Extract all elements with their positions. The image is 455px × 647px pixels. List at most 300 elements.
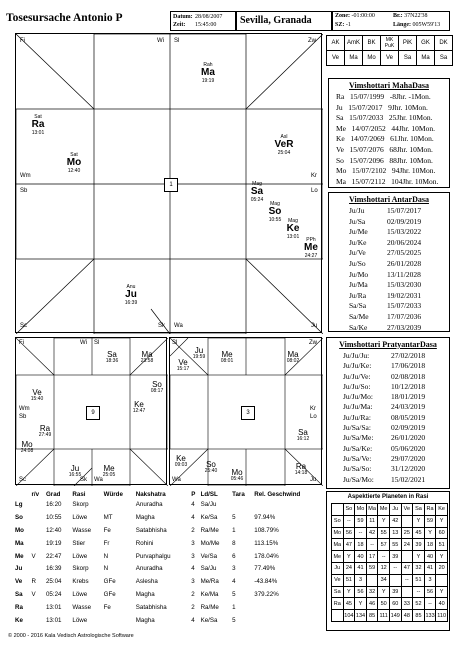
aspect-box <box>326 491 450 631</box>
pratyantar-date: 24/03/2019 <box>391 402 426 412</box>
aspect-cell <box>366 574 378 586</box>
planet-table-header: Grad <box>45 491 61 498</box>
antardasa-date: 20/06/2024 <box>387 237 422 247</box>
planet-ver: Asl VeR 25:04 <box>274 134 294 156</box>
planet-table-cell <box>103 498 135 511</box>
aspect-cell: Ma <box>332 539 344 551</box>
planet-table-cell: 5 <box>232 616 236 624</box>
antardasa-period: Ju/Ve <box>349 248 366 258</box>
zone-value: -01:00:00 <box>351 13 375 19</box>
btn-bk[interactable]: BK <box>363 36 381 51</box>
aspect-cell: 45 <box>343 598 355 610</box>
planet-table-header: P <box>191 491 196 498</box>
aspect-cell: Y <box>378 515 390 527</box>
sc1-ra: Ra 27:49 <box>38 424 52 438</box>
planet-table-cell: Mo/Me <box>200 539 220 547</box>
aspect-row <box>332 539 448 551</box>
planet-table-cell: 2 <box>191 604 195 612</box>
planet-table-cell: V <box>31 591 36 599</box>
planet-table-cell: 10:55 <box>45 513 62 521</box>
antardasa-period: Ju/So <box>349 258 366 268</box>
sign-sc: Sc <box>20 323 28 329</box>
planet-table-row <box>14 588 326 601</box>
aspect-cell: 52 <box>413 598 425 610</box>
planet-table-cell: 3 <box>232 565 236 573</box>
sign-fi: Fi <box>20 38 25 44</box>
aspect-cell: -- <box>378 551 390 563</box>
aspect-cell: 149 <box>389 610 401 622</box>
aspect-cell: 42 <box>366 527 378 539</box>
aspect-cell: 24 <box>343 562 355 574</box>
sc2-wa: Wa <box>172 477 181 483</box>
sc1-me: Me 25:05 <box>102 464 116 478</box>
planet-ra: Sat Ra 13:01 <box>31 114 45 136</box>
aspect-cell: 56 <box>355 586 367 598</box>
aspect-cell: 85 <box>366 610 378 622</box>
aspect-cell: 39 <box>389 551 401 563</box>
planet-table-cell: 4 <box>191 513 195 521</box>
aspect-cell: 41 <box>424 562 436 574</box>
aspect-cell: 40 <box>424 551 436 563</box>
planet-table-cell: N <box>103 565 109 573</box>
karaka-3: Mo <box>363 51 381 66</box>
planet-table-cell: Ke/Ma <box>200 591 219 599</box>
mahadasa-row: Ke 14/07/2069 61Jhr. 10Mon. <box>336 134 434 144</box>
planet-table-cell: 379.22% <box>254 591 279 599</box>
aspect-cell: 60 <box>436 527 448 539</box>
planet-table-cell: 113.15% <box>254 539 279 547</box>
planet-table-cell: 22:47 <box>45 552 62 560</box>
planet-table-header: Rel. Geschwind <box>254 491 301 498</box>
sc1-sb: Sb <box>19 414 27 420</box>
aspect-cell: 59 <box>424 515 436 527</box>
antardasa-date: 27/03/2039 <box>387 322 422 332</box>
aspect-cell: 57 <box>378 539 390 551</box>
planet-table-cell: Löwe <box>72 591 88 599</box>
antardasa-row <box>349 301 449 312</box>
datum-value: 28/08/2007 <box>195 14 223 20</box>
planet-table-header: r/v <box>31 491 40 498</box>
aspect-cell: 51 <box>413 574 425 586</box>
planet-table-cell: 05:24 <box>45 591 62 599</box>
planet-table-cell: Ma <box>15 539 24 547</box>
pratyantar-period: Ju/Sa/Ke: <box>343 443 373 453</box>
mahadasa-row: Ma 15/07/2112 104Jhr. 10Mon. <box>336 176 439 186</box>
aspect-cell: 3 <box>424 574 436 586</box>
aspect-cell: Y <box>413 551 425 563</box>
antardasa-date: 15/07/2017 <box>387 206 422 215</box>
planet-table-cell: -43.84% <box>254 578 278 586</box>
pratyantar-row <box>343 392 449 402</box>
pratyantar-row <box>343 423 449 433</box>
planet-table-cell <box>31 524 45 537</box>
aspect-cell: Ju <box>332 562 344 574</box>
planet-table-cell <box>31 498 45 511</box>
sc1-mo: Mo 24:08 <box>20 440 34 454</box>
planet-table-cell: 77.49% <box>254 565 276 573</box>
aspect-title: Aspektierte Planeten in Rasi <box>347 494 429 500</box>
aspect-header: So <box>343 504 355 516</box>
planet-table-cell: Löwe <box>72 616 88 624</box>
btn-gk[interactable]: GK <box>417 36 435 51</box>
planet-table-cell: 2 <box>191 591 195 599</box>
planet-table-row <box>14 550 326 563</box>
aspect-cell: 18 <box>355 539 367 551</box>
aspect-row <box>332 562 448 574</box>
planet-table-cell: 2 <box>191 526 195 534</box>
planet-table-cell: 3 <box>191 539 195 547</box>
coords-box <box>332 11 450 31</box>
planet-table-cell <box>31 537 45 550</box>
planet-table-row <box>14 511 326 524</box>
planet-table-cell: GFe <box>103 578 116 586</box>
aspect-cell <box>436 574 448 586</box>
sc1-ke: Ke 12:47 <box>132 400 146 414</box>
antardasa-row <box>349 280 449 291</box>
antardasa-date: 15/03/2030 <box>387 280 422 290</box>
planet-table-cell: Löwe <box>72 513 88 521</box>
planet-table-cell <box>103 614 135 627</box>
pratyantar-row <box>343 413 449 423</box>
sc2-zw: Zw <box>309 340 317 346</box>
planet-ju: Anu Ju 16:39 <box>124 284 138 306</box>
planet-table-cell: V <box>31 552 36 560</box>
planet-table-cell: 8 <box>232 539 236 547</box>
pratyantar-date: 05/06/2020 <box>391 443 426 453</box>
mahadasa-row: Ra 15/07/1999 -8Jhr. -1Mon. <box>336 92 431 101</box>
aspect-cell: -- <box>424 598 436 610</box>
pratyantar-title: Vimshottari PratyantarDasa <box>339 340 437 349</box>
planet-ma: Rah Ma 19:19 <box>201 62 215 84</box>
pratyantar-period: Ju/Ju/Ra: <box>343 412 371 422</box>
planet-table-cell: Ve <box>15 578 23 586</box>
aspect-cell: 51 <box>436 539 448 551</box>
planet-table-cell: Ra <box>15 604 23 612</box>
planet-table-row <box>14 601 326 614</box>
aspect-cell: 85 <box>413 610 425 622</box>
sign-wi: Wi <box>157 38 164 44</box>
zone-label: Zone: <box>335 13 350 19</box>
aspect-cell: 59 <box>355 515 367 527</box>
pratyantar-period: Ju/Ju/Mo: <box>343 392 374 402</box>
small-chart-d9 <box>15 337 167 485</box>
sz-value: -1 <box>345 22 351 28</box>
pratyantar-date: 17/06/2018 <box>391 361 426 371</box>
aspect-cell: 111 <box>378 610 390 622</box>
planet-table-cell: Ve/Sa <box>200 552 218 560</box>
planet-table-cell: Me <box>15 552 24 560</box>
pratyantar-period: Ju/Ju/Ma: <box>343 402 373 412</box>
planet-table-cell: 3 <box>191 552 195 560</box>
antardasa-period: Ju/Ke <box>349 237 367 247</box>
pratyantar-row <box>343 433 449 443</box>
aspect-cell: 60 <box>389 598 401 610</box>
sc1-ju: Ju 16:55 <box>68 464 82 478</box>
planet-table-header <box>14 491 31 498</box>
planet-table-cell <box>31 614 45 627</box>
mahadasa-row: Ve 15/07/2076 68Jhr. 10Mon. <box>336 144 433 154</box>
planet-table-cell <box>31 511 45 524</box>
mahadasa-title: Vimshottari MahaDasa <box>349 81 429 90</box>
planet-me: PPh Me 24:27 <box>304 237 318 259</box>
aspect-cell: 34 <box>378 574 390 586</box>
antardasa-period: Ju/Mo <box>349 269 369 279</box>
planet-table-cell: 178.04% <box>254 552 279 560</box>
aspect-cell: 133 <box>424 610 436 622</box>
antardasa-row <box>349 312 449 323</box>
aspect-header <box>332 504 344 516</box>
btn-pik[interactable]: PiK <box>399 36 417 51</box>
karaka-2: Ma <box>345 51 363 66</box>
aspect-cell: 50 <box>378 598 390 610</box>
birth-chart <box>15 33 322 333</box>
planet-table-row <box>14 498 326 511</box>
aspect-cell: 40 <box>436 598 448 610</box>
mahadasa-row: Mo 15/07/2102 94Jhr. 10Mon. <box>336 166 436 176</box>
karaka-1: Ve <box>327 51 345 66</box>
planet-table-row <box>14 614 326 627</box>
antardasa-row <box>349 270 449 281</box>
footer-copyright: © 2000 - 2016 Kala Vedisch Astrologische Software <box>8 633 134 639</box>
planet-table-cell: Skorp <box>72 500 89 508</box>
aspect-cell: 59 <box>366 562 378 574</box>
planet-table-cell: Anuradha <box>135 500 163 508</box>
aspect-cell: Y <box>424 527 436 539</box>
sc2-ke: Ke 09:03 <box>174 454 188 468</box>
planet-table-cell <box>253 601 326 614</box>
sc2-lo: Lo <box>310 414 317 420</box>
antardasa-row <box>349 248 449 259</box>
pratyantar-row <box>343 382 449 392</box>
aspect-cell <box>401 551 413 563</box>
planet-table-cell: Purvaphalgu <box>135 552 171 560</box>
aspect-cell: Ra <box>332 598 344 610</box>
mahadasa-row: Sa 15/07/2033 25Jhr. 10Mon. <box>336 113 433 123</box>
planet-table-cell: 12:40 <box>45 526 62 534</box>
planet-table-cell: 5 <box>232 591 236 599</box>
aspect-cell: 41 <box>355 562 367 574</box>
sign-lo: Lo <box>311 188 318 194</box>
planet-table-cell: Wasse <box>72 604 92 612</box>
sign-ju: Ju <box>311 323 318 329</box>
antardasa-period: Sa/Sa <box>349 301 367 311</box>
aspect-header: Ra <box>424 504 436 516</box>
btn-dk[interactable]: DK <box>435 36 453 51</box>
person-name: Tosesursache Antonio P <box>6 12 123 24</box>
aspect-header: Ve <box>401 504 413 516</box>
planet-table-header: Nakshatra <box>135 491 166 498</box>
planet-table-cell: 13:01 <box>45 604 62 612</box>
laenge-label: Länge: <box>393 22 411 28</box>
planet-table-cell: Lg <box>15 500 23 508</box>
datetime-box <box>170 11 236 31</box>
aspect-cell: Y <box>436 515 448 527</box>
planet-table-cell: 3 <box>191 578 195 586</box>
planet-table-cell: Me/Ra <box>200 578 219 586</box>
btn-ak[interactable]: AK <box>327 36 345 51</box>
aspect-row <box>332 610 448 622</box>
sc1-wi: Wi <box>80 340 87 346</box>
aspect-cell: 55 <box>389 539 401 551</box>
planet-table-cell: Fr <box>103 539 110 547</box>
planet-table-cell <box>253 614 326 627</box>
antardasa-row <box>349 227 449 238</box>
sc1-sk: Sk <box>80 477 88 483</box>
sc1-so: So 08:17 <box>150 380 164 394</box>
planet-table-cell: So <box>15 513 23 521</box>
pratyantar-period: Ju/Ju/Ke: <box>343 361 372 371</box>
planet-table <box>14 491 326 627</box>
sc2-sa: Sa 16:12 <box>296 428 310 442</box>
pratyantar-date: 31/12/2020 <box>391 464 426 474</box>
antardasa-row <box>349 238 449 249</box>
planet-table-cell: Ra/Me <box>200 604 219 612</box>
aspect-cell: So <box>332 515 344 527</box>
aspect-header: Me <box>378 504 390 516</box>
btn-mk-puk[interactable]: MK PuK <box>381 36 399 51</box>
sign-sk: Sk <box>158 323 166 329</box>
aspect-cell: Ve <box>332 574 344 586</box>
btn-amk[interactable]: AmK <box>345 36 363 51</box>
breite-value: 37N22'38 <box>404 13 428 19</box>
aspect-cell: -- <box>355 527 367 539</box>
antardasa-row <box>349 259 449 270</box>
antardasa-period: Ju/Ra <box>349 290 367 300</box>
planet-table-cell: 5 <box>232 513 236 521</box>
planet-table-cell: Satabhisha <box>135 526 167 534</box>
planet-table-cell: 19:19 <box>45 539 62 547</box>
karaka-6: Ma <box>417 51 435 66</box>
pratyantar-period: Ju/Sa/Mo: <box>343 474 374 484</box>
aspect-row <box>332 515 448 527</box>
mahadasa-row: So 15/07/2096 88Jhr. 10Mon. <box>336 155 433 165</box>
karaka-table <box>326 35 453 66</box>
pratyantar-row <box>343 454 449 464</box>
planet-table-cell: Löwe <box>72 552 88 560</box>
pratyantar-period: Ju/Sa/Ve: <box>343 453 372 463</box>
planet-table-cell: Fe <box>103 526 111 534</box>
planet-table-row <box>14 524 326 537</box>
antardasa-period: Ju/Ma <box>349 280 368 290</box>
pratyantar-period: Ju/Sa/So: <box>343 464 372 474</box>
aspect-cell: 11 <box>366 515 378 527</box>
aspect-cell: 110 <box>436 610 448 622</box>
aspect-cell: 56 <box>343 527 355 539</box>
aspect-cell <box>401 586 413 598</box>
antardasa-date: 26/01/2028 <box>387 258 422 268</box>
aspect-cell <box>401 515 413 527</box>
planet-table-cell: 6 <box>232 552 236 560</box>
planet-table-header: Würde <box>103 491 123 498</box>
zeit-label: Zeit: <box>173 22 186 28</box>
planet-table-row <box>14 575 326 588</box>
sc1-sa: Sa 18:36 <box>105 350 119 364</box>
planet-table-cell: Mo <box>15 526 24 534</box>
aspect-cell: 18 <box>424 539 436 551</box>
sc1-sl: Sl <box>94 340 100 346</box>
planet-table-cell: 4 <box>191 500 195 508</box>
planet-table-row <box>14 562 326 575</box>
planet-table-cell: Aslesha <box>135 578 158 586</box>
sc1-wm: Wm <box>19 406 30 412</box>
planet-table-cell: 4 <box>191 616 195 624</box>
pratyantar-date: 15/02/2021 <box>391 474 426 484</box>
planet-table-cell: 1 <box>232 604 236 612</box>
sc1-fi: Fi <box>19 340 24 346</box>
aspect-cell: 24 <box>401 539 413 551</box>
planet-table-cell: 16:39 <box>45 565 62 573</box>
planet-table-cell: Sa/Ju <box>200 565 217 573</box>
aspect-cell: -- <box>413 586 425 598</box>
aspect-cell: Y <box>413 515 425 527</box>
aspect-row <box>332 527 448 539</box>
planet-so: Mag So 10:55 <box>268 201 282 223</box>
planet-table-header: Tara <box>232 491 245 498</box>
karaka-4: Ve <box>381 51 399 66</box>
sign-wm: Wm <box>20 173 31 179</box>
mahadasa-row: Ju 15/07/2017 9Jhr. 10Mon. <box>336 102 428 112</box>
small-chart-d3 <box>169 337 322 485</box>
antardasa-period: Sa/Ke <box>349 322 368 332</box>
aspect-cell: 39 <box>413 539 425 551</box>
aspect-cell: 48 <box>401 610 413 622</box>
sc2-ra: Ra 14:18 <box>294 462 308 476</box>
pratyantar-date: 26/01/2020 <box>391 433 426 443</box>
planet-table-cell: Fe <box>103 604 111 612</box>
sign-sb: Sb <box>20 188 28 194</box>
sc1-number: 9 <box>86 406 100 420</box>
sc2-ma: Ma 08:02 <box>286 350 300 364</box>
aspect-header: Ke <box>436 504 448 516</box>
sign-zw: Zw <box>308 38 316 44</box>
pratyantar-row <box>343 361 449 371</box>
planet-table-cell: Magha <box>135 591 155 599</box>
place-box <box>236 11 332 31</box>
pratyantar-date: 08/05/2019 <box>391 412 426 422</box>
pratyantar-date: 29/07/2020 <box>391 453 426 463</box>
pratyantar-period: Ju/Sa/Sa: <box>343 423 371 433</box>
pratyantar-row <box>343 372 449 382</box>
sc2-ju: Ju <box>310 477 317 483</box>
sc2-sl: Sl <box>172 340 178 346</box>
aspect-cell: Y <box>343 586 355 598</box>
aspect-cell: 32 <box>366 586 378 598</box>
laenge-value: 005W59'13 <box>412 22 441 28</box>
aspect-cell: 13 <box>389 527 401 539</box>
pratyantar-period: Ju/Ju/Ju: <box>343 351 370 360</box>
aspect-cell: 47 <box>343 539 355 551</box>
sc1-ma: Ma 23:58 <box>140 350 154 364</box>
aspect-row <box>332 574 448 586</box>
planet-table-cell: 1 <box>232 526 236 534</box>
pratyantar-box <box>326 337 450 489</box>
planet-table-cell <box>31 601 45 614</box>
datum-label: Datum: <box>173 14 193 20</box>
pratyantar-date: 27/02/2018 <box>391 351 426 360</box>
planet-table-cell: Ke/Sa <box>200 616 218 624</box>
aspect-cell: 104 <box>343 610 355 622</box>
aspect-cell: 33 <box>401 598 413 610</box>
planet-table-cell: MT <box>103 513 113 521</box>
planet-table-cell <box>231 498 253 511</box>
aspect-cell: Y <box>355 598 367 610</box>
karaka-5: Sa <box>399 51 417 66</box>
planet-table-cell: Ju <box>15 565 23 573</box>
pratyantar-row <box>343 464 449 474</box>
planet-table-cell: Sa <box>15 591 23 599</box>
planet-table-cell: Sa/Ju <box>200 500 217 508</box>
planet-table-cell: 25:04 <box>45 578 62 586</box>
